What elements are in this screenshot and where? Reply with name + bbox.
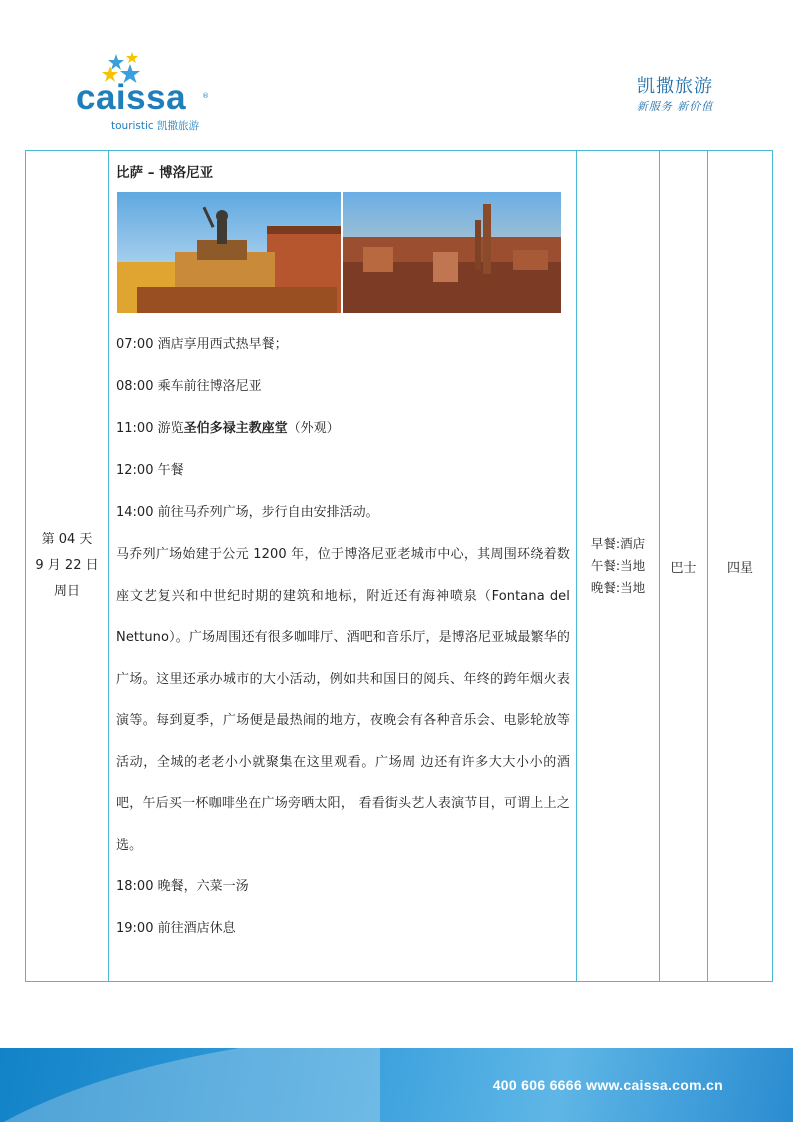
footer-contact: 400 606 6666 www.caissa.com.cn <box>492 1077 723 1093</box>
meals-cell <box>577 151 660 982</box>
schedule-line: 08:00 乘车前往博洛尼亚 <box>116 379 262 394</box>
caissa-logo <box>76 52 226 134</box>
day-label: 第 04 天 <box>41 532 93 547</box>
logo-cn-name: 凯撒旅游 <box>637 76 713 97</box>
caissa-cn-logo <box>620 76 730 114</box>
schedule-line: 14:00 前往马乔列广场，步行自由安排活动。 <box>116 505 379 520</box>
visit-attraction: 圣伯多禄主教座堂 <box>183 421 288 436</box>
logo-subtitle: touristic 凯撒旅游 <box>111 120 200 132</box>
schedule-line: 12:00 午餐 <box>116 463 184 478</box>
route-title: 比萨 – 博洛尼亚 <box>116 165 214 181</box>
hotel-cell: 四星 <box>708 151 773 982</box>
itinerary-table <box>25 150 773 982</box>
visit-suffix: （外观） <box>287 421 340 436</box>
schedule-line-visit <box>116 408 570 450</box>
meal-lunch: 午餐:当地 <box>590 558 646 573</box>
schedule-line: 19:00 前往酒店休息 <box>116 921 236 936</box>
day-date: 9 月 22 日 <box>35 558 99 573</box>
day-weekday: 周日 <box>53 584 80 599</box>
meal-dinner: 晚餐:当地 <box>590 580 646 595</box>
schedule-line: 18:00 晚餐，六菜一汤 <box>116 879 249 894</box>
photo-strip <box>117 192 570 313</box>
piazza-description: 马乔列广场始建于公元 1200 年，位于博洛尼亚老城市中心，其周围环绕着数座文艺复兴和中世纪时期的建筑和地标，附近还有海神喷泉（Fontana del Nettuno）。广场周围还有很多咖啡厅、酒吧和音乐厅，是博洛尼亚城最繁华的广场。这里还承办城市的大小活动，例如共和国日的阅兵、年终的跨年烟火表演等。每到夏季，广场便是最热闹的地方，夜晚会有各种音乐会、电影轮放等活动，全城的老老小小就聚集在这里观看。广场周 边还有许多大大小小的酒吧，午后买一杯咖啡坐在广场旁晒太阳， 看看街头艺人表演节目，可谓上上之选。 <box>116 547 570 853</box>
meal-breakfast: 早餐:酒店 <box>590 536 646 551</box>
footer-band <box>0 1048 793 1122</box>
neptune-fountain-photo <box>117 192 341 313</box>
schedule-cell <box>109 151 577 982</box>
logo-slogan: 新服务 新价值 <box>636 100 714 113</box>
visit-prefix: 11:00 游览 <box>116 421 184 436</box>
logo-brand-text: caissa <box>76 78 187 117</box>
day-cell <box>26 151 109 982</box>
bologna-cityscape-photo <box>343 192 561 313</box>
schedule-line: 07:00 酒店享用西式热早餐； <box>116 337 288 352</box>
table-row <box>26 151 773 982</box>
wave-decoration-icon <box>0 1048 380 1122</box>
transport-cell: 巴士 <box>660 151 708 982</box>
logo-registered-mark: ® <box>202 92 209 100</box>
